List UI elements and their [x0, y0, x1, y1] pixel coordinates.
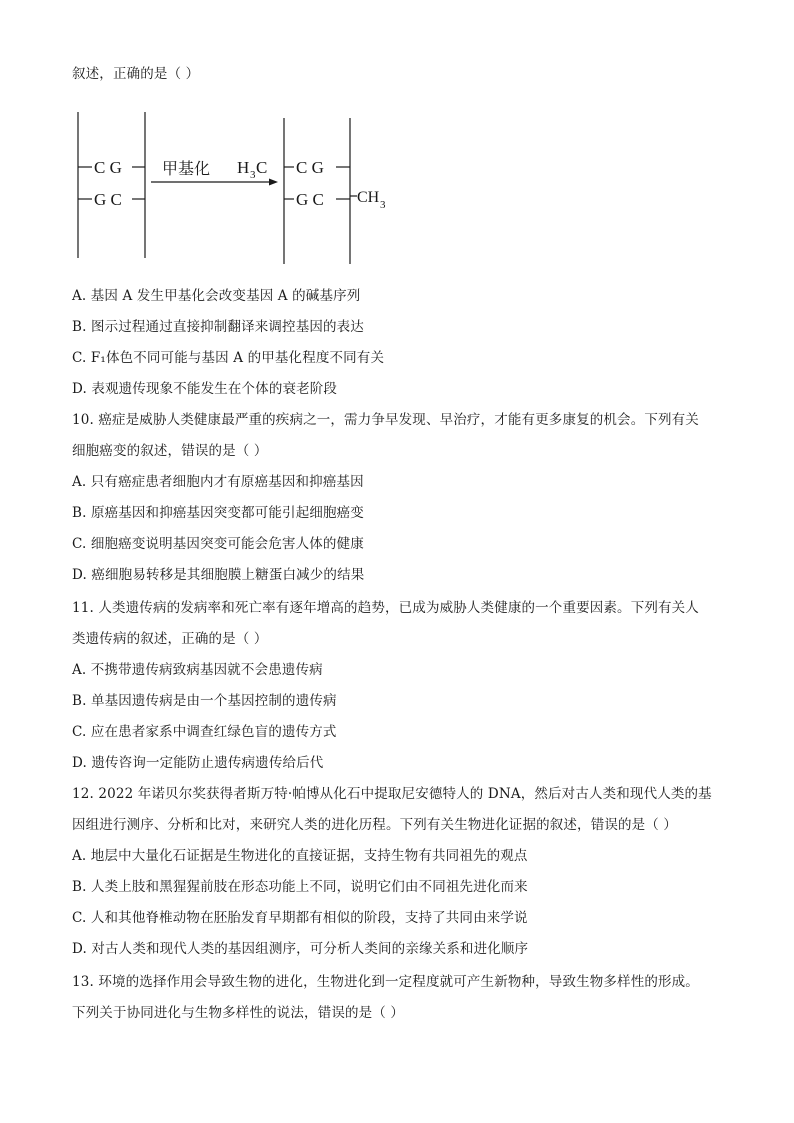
q11-option-b: B. 单基因遗传病是由一个基因控制的遗传病 [72, 693, 337, 709]
q9-option-a: A. 基因 A 发生甲基化会改变基因 A 的碱基序列 [72, 288, 361, 304]
q12-option-a: A. 地层中大量化石证据是生物进化的直接证据，支持生物有共同祖先的观点 [72, 848, 528, 864]
dna-methylation-diagram [72, 110, 402, 270]
arrow-label: 甲基化 [162, 159, 211, 178]
q12-option-b: B. 人类上肢和黑猩猩前肢在形态功能上不同，说明它们由不同祖先进化而来 [72, 879, 528, 895]
q12-option-c: C. 人和其他脊椎动物在胚胎发育早期都有相似的阶段，支持了共同由来学说 [72, 910, 528, 926]
methyl-label-left-sub: 3 [250, 169, 256, 181]
methylation-arrow-head [269, 179, 278, 186]
q11-option-a: A. 不携带遗传病致病基因就不会患遗传病 [72, 662, 323, 678]
methyl-label-right-sub: 3 [380, 199, 386, 211]
q10-option-c: C. 细胞癌变说明基因突变可能会危害人体的健康 [72, 536, 364, 552]
q10-option-b: B. 原癌基因和抑癌基因突变都可能引起细胞癌变 [72, 505, 364, 521]
left-bottom-pair: G C [94, 190, 122, 209]
q10-option-a: A. 只有癌症患者细胞内才有原癌基因和抑癌基因 [72, 474, 364, 490]
q11-stem-line1: 11. 人类遗传病的发病率和死亡率有逐年增高的趋势，已成为威胁人类健康的一个重要因素。下列有关人 [72, 600, 699, 616]
q10-stem-line1: 10. 癌症是威胁人类健康最严重的疾病之一，需力争早发现、早治疗，才能有更多康复的机会。下列有关 [72, 412, 699, 428]
q9-option-b: B. 图示过程通过直接抑制翻译来调控基因的表达 [72, 319, 364, 335]
q11-option-d: D. 遗传咨询一定能防止遗传病遗传给后代 [72, 755, 324, 771]
q10-stem-line2: 细胞癌变的叙述，错误的是（ ） [72, 443, 268, 459]
methyl-label-left: H [237, 158, 250, 177]
q12-stem-line2: 因组进行测序、分析和比对，来研究人类的进化历程。下列有关生物进化证据的叙述，错误的是（ ） [72, 817, 678, 833]
q12-option-d: D. 对古人类和现代人类的基因组测序，可分析人类间的亲缘关系和进化顺序 [72, 941, 529, 957]
q13-stem-line2: 下列关于协同进化与生物多样性的说法，错误的是（ ） [72, 1005, 405, 1021]
methyl-label-left-tail: C [256, 158, 268, 177]
q12-stem-line1: 12. 2022 年诺贝尔奖获得者斯万特·帕博从化石中提取尼安德特人的 DNA，然后对古人类和现代人类的基 [72, 786, 712, 802]
q10-option-d: D. 癌细胞易转移是其细胞膜上糖蛋白减少的结果 [72, 567, 365, 583]
q9-option-d: D. 表观遗传现象不能发生在个体的衰老阶段 [72, 381, 338, 397]
q11-option-c: C. 应在患者家系中调查红绿色盲的遗传方式 [72, 724, 337, 740]
q13-stem-line1: 13. 环境的选择作用会导致生物的进化，生物进化到一定程度就可产生新物种，导致生物多样性的形成。 [72, 974, 699, 990]
right-top-pair: C G [296, 158, 324, 177]
q9-stem-tail: 叙述，正确的是（ ） [72, 66, 200, 82]
q9-option-c: C. F₁体色不同可能与基因 A 的甲基化程度不同有关 [72, 350, 385, 366]
q11-stem-line2: 类遗传病的叙述，正确的是（ ） [72, 631, 268, 647]
right-bottom-pair: G C [296, 190, 324, 209]
left-top-pair: C G [94, 158, 122, 177]
methyl-label-right: CH [357, 189, 380, 206]
